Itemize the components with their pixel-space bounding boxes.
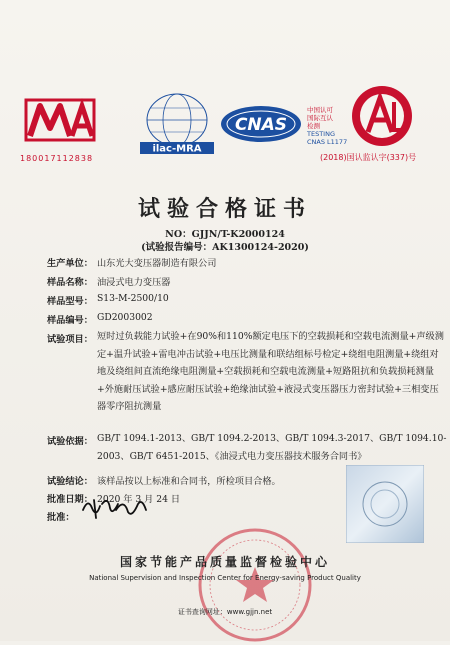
field-label: 试验依据： xyxy=(47,436,93,447)
field-label: 样品编号： xyxy=(47,315,93,326)
cnas-logo xyxy=(220,104,302,144)
field-value: GB/T 1094.1-2013、GB/T 1094.2-2013、GB/T 1094.3-2017、GB/T 1094.10-2003、GB/T 6451-2015、《油浸式电力变压器技术服务合同书》 xyxy=(97,433,447,462)
cnas-line-2: 国际互认 xyxy=(307,114,333,122)
query-url: 证书查询网址：www.gjjn.net xyxy=(177,608,273,616)
field-value: 2020 年 3 月 24 日 xyxy=(97,494,181,505)
field-label: 批准： xyxy=(47,512,75,523)
field-value: 油浸式电力变压器 xyxy=(97,277,171,288)
certificate-title: 试验合格证书 xyxy=(137,196,312,222)
svg-text:CNAS: CNAS xyxy=(234,115,288,135)
cnas-line-4: TESTING xyxy=(307,130,335,138)
cma-number: 180017112838 xyxy=(20,154,94,163)
cnas-line-1: 中国认可 xyxy=(307,106,333,114)
field-value: S13-M-2500/10 xyxy=(97,293,169,304)
field-value: 该样品按以上标准和合同书，所检项目合格。 xyxy=(97,476,281,487)
issuer-name-cn: 国家节能产品质量监督检验中心 xyxy=(119,555,330,569)
cal-logo xyxy=(342,80,422,150)
field-value: GD2003002 xyxy=(97,312,153,323)
field-label: 试验结论： xyxy=(47,476,93,487)
issuer-name-en: National Supervision and Inspection Center for Energy-saving Product Quality xyxy=(89,574,361,582)
cnas-line-3: 检测 xyxy=(307,122,320,130)
report-number: (试验报告编号：AK1300124-2020) xyxy=(141,242,309,253)
certificate-number: NO：GJJN/T-K2000124 xyxy=(165,229,285,240)
field-label: 样品名称： xyxy=(47,277,93,288)
cma-logo xyxy=(20,90,100,150)
cal-caption: (2018)国认监认字(337)号 xyxy=(320,153,417,162)
field-value: 山东光大变压器制造有限公司 xyxy=(97,258,217,269)
field-label: 生产单位： xyxy=(47,258,93,269)
official-seal xyxy=(195,525,315,645)
ilac-mra-logo xyxy=(138,90,216,168)
field-label: 样品型号： xyxy=(47,296,93,307)
approver-signature xyxy=(80,494,150,522)
cnas-line-5: CNAS L1177 xyxy=(307,138,348,146)
hologram-sticker xyxy=(346,465,424,543)
field-label: 批准日期： xyxy=(47,494,93,505)
logo-row xyxy=(20,78,440,178)
field-value: 短时过负载能力试验+在90%和110%额定电压下的空载损耗和空载电流测量+声级测定+温升试验+雷电冲击试验+电压比测量和联结组标号检定+绕组电阻测量+绕组对地及绕组间直流绝缘电阻测量+空载损耗和空载电流测量+短路阻抗和负载损耗测量+外施耐压试验+感应耐压试验+绝缘油试验+液浸式变压器压力密封试验+三相变压器零序阻抗测量 xyxy=(97,331,444,412)
field-label: 试验项目： xyxy=(47,334,93,345)
svg-text:ilac-MRA: ilac-MRA xyxy=(152,143,202,155)
